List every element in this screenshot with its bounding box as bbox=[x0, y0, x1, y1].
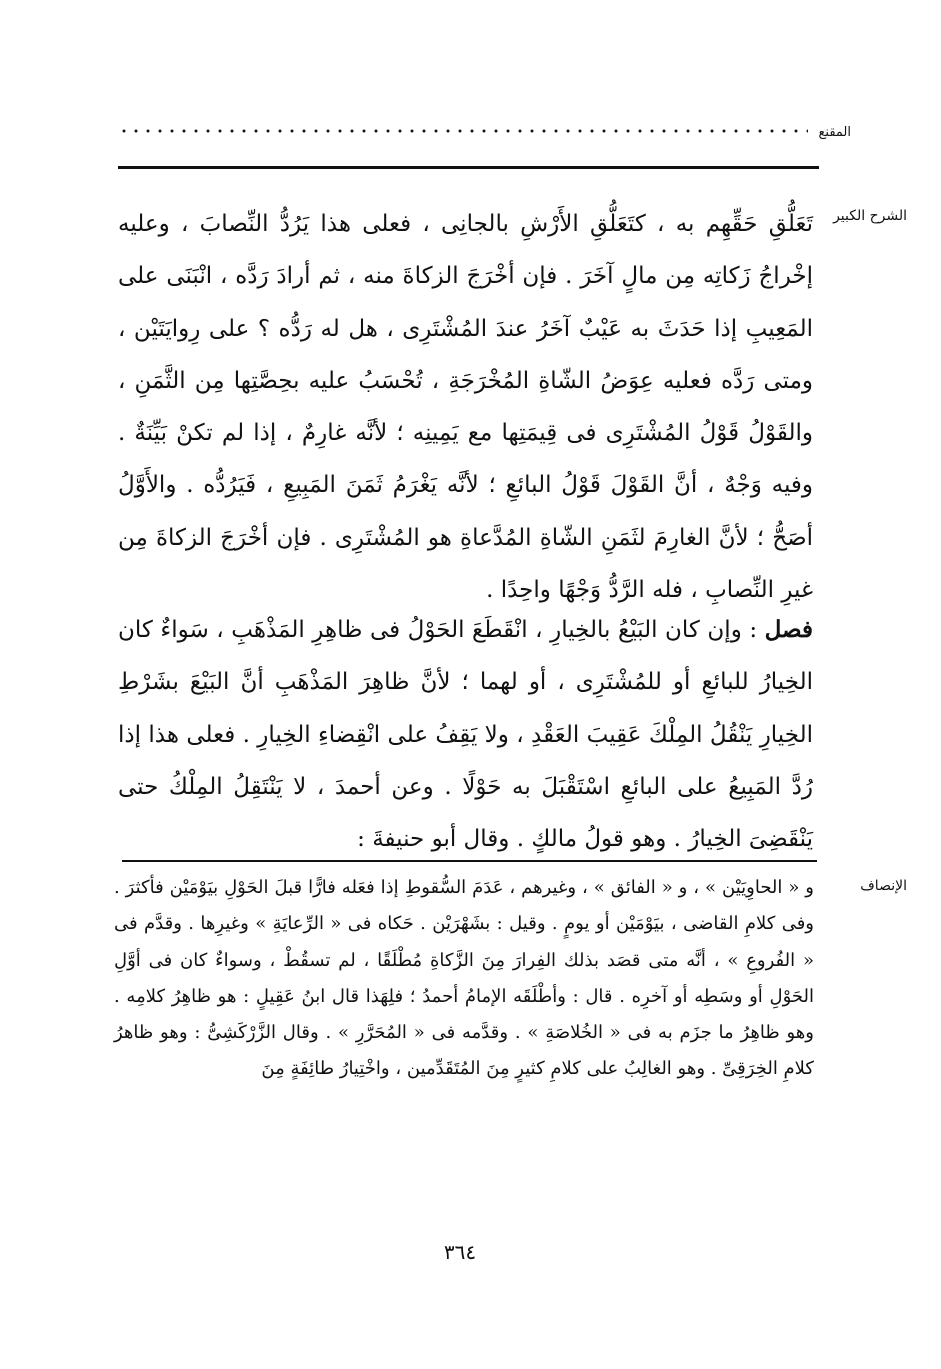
commentary-paragraph-one: تَعَلُّقِ حَقِّهِم به ، كتَعَلُّقِ الأَرْشِ بالجانِى ، فعلى هذا يَرُدُّ النِّصابَ ، وعليه إخْراجُ زَكاتِه مِن مالٍ آخَرَ . فإن أخْرَجَ الزكاةَ منه ، ثم أرادَ رَدَّه ، انْبَنَى على المَعِيبِ إذا حَدَثَ به عَيْبٌ آخَرُ عندَ المُشْتَرِى ، هل له رَدُّه ؟ على رِوايَتَيْن ، ومتى رَدَّه فعليه عِوَضُ الشّاةِ المُخْرَجَةِ ، تُحْسَبُ عليه بحِصَّتِها مِن الثَّمَنِ ، والقَوْلُ قَوْلُ المُشْتَرِى فى قِيمَتِها مع يَمِينِه ؛ لأنَّه غارِمٌ ، إذا لم تكنْ بَيِّنَةٌ . وفيه وَجْهٌ ، أنَّ القَوْلَ قَوْلُ البائعِ ؛ لأنَّه يَغْرَمُ ثَمَنَ المَبِيعِ ، فَيَرُدُّه . والأَوَّلُ أصَحُّ ؛ لأنَّ الغارِمَ لثَمَنِ الشّاةِ المُدَّعاةِ هو المُشْتَرِى . فإن أخْرَجَ الزكاةَ مِن غيرِ النِّصابِ ، فله الرَّدُّ وَجْهًا واحِدًا . bbox=[118, 211, 813, 604]
section-divider-rule bbox=[122, 860, 817, 862]
page-number: ٣٦٤ bbox=[443, 1240, 477, 1264]
header-rule bbox=[118, 166, 819, 169]
running-header-title: المقنع bbox=[818, 125, 851, 140]
fasl-heading: فصل bbox=[764, 616, 813, 643]
sharh-side-label: الشرح الكبير bbox=[833, 208, 907, 224]
insaf-side-label: الإنصاف bbox=[860, 878, 907, 894]
header-dotted-leader bbox=[118, 126, 808, 136]
commentary-paragraph-two bbox=[118, 604, 813, 853]
fasl-body: : وإن كان البَيْعُ بالخِيارِ ، انْقَطَعَ الحَوْلُ فى ظاهِرِ المَذْهَبِ ، سَواءٌ كان الخِيارُ للبائعِ أو للمُشْتَرِى ، أو لهما ؛ لأنَّ ظاهِرَ المَذْهَبِ أنَّ البَيْعَ بشَرْطِ الخِيارِ يَنْقُلُ المِلْكَ عَقِيبَ العَقْدِ ، ولا يَقِفُ على انْقِضاءِ الخِيارِ . فعلى هذا إذا رُدَّ المَبِيعُ على البائعِ اسْتَقْبَلَ به حَوْلًا . وعن أحمدَ ، لا يَنْتَقِلُ المِلْكُ حتى يَنْقَضِىَ الخِيارُ . وهو قولُ مالكٍ . وقال أبو حنيفةَ : bbox=[118, 617, 813, 853]
insaf-paragraph: و « الحاوِيَيْن » ، و « الفائق » ، وغيرهم ، عَدَمَ السُّقوطِ إذا فعَله فارًّا قبلَ الحَوْلِ بيَوْمَيْن فأكثرَ . وفى كلامِ القاضى ، بيَوْمَيْن أو يومٍ . وقيل : بشَهْرَيْن . حَكاه فى « الرِّعايَةِ » وغيرِها . وقدَّم فى « الفُروعِ » ، أنَّه متى قصَد بذلك الفِرارَ مِنَ الزَّكاةِ مُطْلَقًا ، لم تسقُطْ ، وسواءٌ كان فى أوَّلِ الحَوْلِ أو وسَطِه أو آخرِه . قال : وأطْلَقَه الإمامُ أحمدُ ؛ فلِهَذا قال ابنُ عَقِيلٍ : هو ظاهِرُ كلامِه . وهو ظاهِرُ ما جزَم به فى « الخُلاصَةِ » . وقدَّمه فى « المُحَرَّرِ » . وقال الزَّرْكَشِىُّ : وهو ظاهرُ كلامِ الخِرَقِىِّ . وهو الغالِبُ على كلامِ كثيرٍ مِنَ المُتَقَدِّمين ، واخْتِيارُ طائِفَةٍ مِنَ bbox=[114, 877, 814, 1080]
